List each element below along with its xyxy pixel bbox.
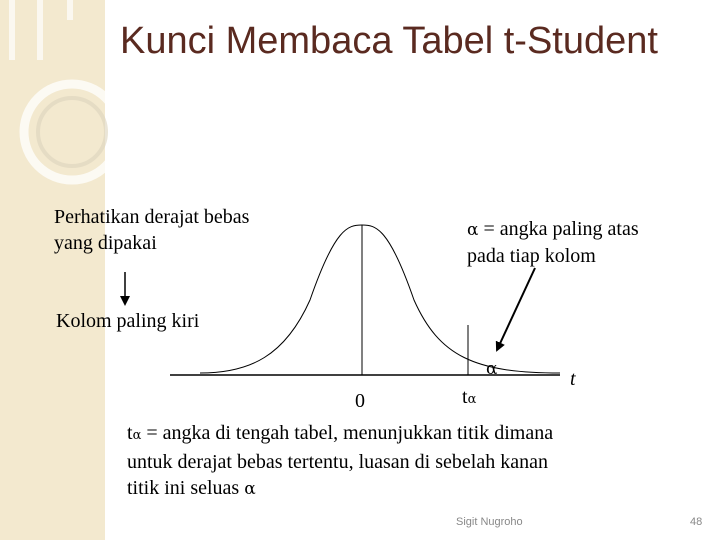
alpha-symbol: α	[467, 220, 479, 240]
description-line-1	[127, 420, 553, 449]
desc-text-3: titik ini seluas	[127, 477, 240, 499]
zero-label: 0	[355, 390, 365, 412]
t-alpha-subscript: α	[467, 392, 477, 407]
alpha-arrow	[497, 268, 535, 350]
description	[127, 420, 553, 502]
desc-text-1: = angka di tengah tabel, menunjukkan titik dimana	[146, 422, 554, 444]
left-column-note: Kolom paling kiri	[56, 310, 200, 332]
description-line-2: untuk derajat bebas tertentu, luasan di sebelah kanan	[127, 451, 548, 473]
desc-alpha: α	[244, 479, 256, 499]
footer-author: Sigit Nugroho	[456, 516, 523, 528]
description-line-3	[127, 475, 553, 502]
distribution-curve	[200, 225, 560, 373]
slide-title: Kunci Membaca Tabel t-Student	[120, 20, 658, 62]
t-alpha-label	[462, 384, 476, 413]
alpha-area-label: α	[486, 359, 498, 379]
alpha-note-line-2: pada tiap kolom	[467, 245, 596, 267]
footer-page-number: 48	[690, 516, 703, 528]
desc-t: t	[127, 422, 133, 444]
df-note-line-2: yang dipakai	[54, 232, 157, 254]
t-alpha-t: t	[462, 386, 468, 408]
df-note-line-1: Perhatikan derajat bebas	[54, 206, 250, 228]
alpha-note-text-1: = angka paling atas	[483, 218, 639, 240]
t-axis-label: t	[570, 368, 576, 390]
desc-t-subscript: α	[132, 428, 142, 443]
